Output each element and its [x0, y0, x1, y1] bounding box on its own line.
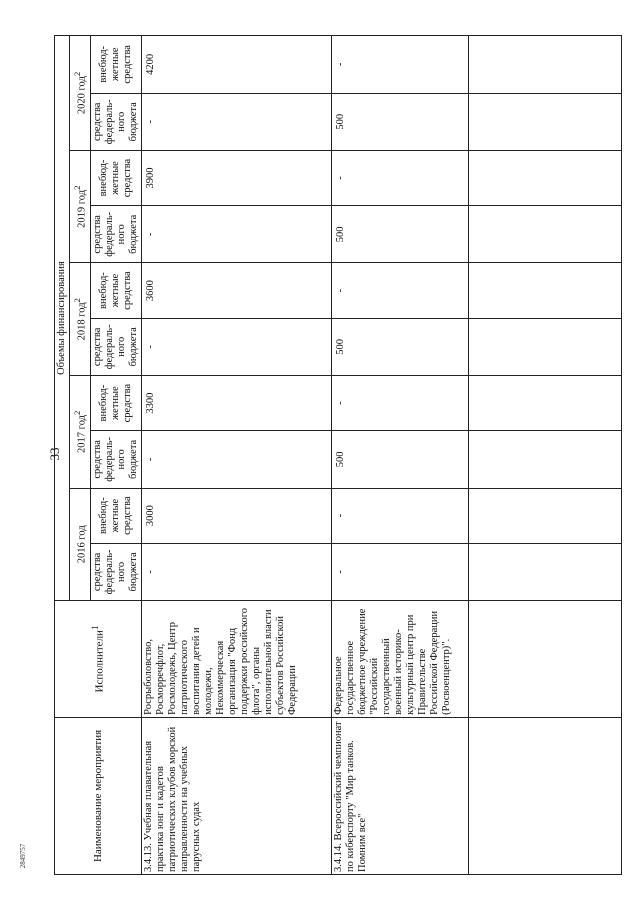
funding-value: - [141, 431, 331, 488]
funding-value: 3900 [141, 150, 331, 205]
document-code: 2849757 [19, 843, 27, 869]
header-extrabudgetary: внебюд- жетные средства [90, 36, 141, 94]
funding-value: - [331, 488, 468, 543]
header-year-4: 2020 год$^2$ [70, 36, 91, 151]
empty-cell [468, 150, 621, 205]
year-footnote: 2 [72, 71, 82, 77]
executors-footnote: 1 [90, 625, 101, 631]
header-extrabudgetary: внебюд- жетные средства [90, 488, 141, 543]
year-footnote: 2 [72, 410, 82, 415]
page-number: 33 [47, 447, 62, 461]
funding-value: - [331, 150, 468, 205]
funding-value: - [141, 206, 331, 263]
header-year-3: 2019 год$^2$ [70, 150, 91, 263]
funding-value: 3000 [141, 488, 331, 543]
empty-cell [468, 93, 621, 150]
header-year-2: 2018 год$^2$ [70, 263, 91, 376]
executors-cell: Росрыболовство, Росморречфлот, Росмолодежь, Центр патриотического воспитания детей и молодежи, Некоммерческая организация "Фонд поддержки российского флота", органы исполнительной власти субъектов Российской Федерации [141, 601, 331, 718]
funding-value: - [331, 36, 468, 94]
funding-table [54, 35, 622, 875]
empty-cell [468, 543, 621, 600]
header-federal-budget: средства федераль- ного бюджета [90, 431, 141, 488]
table-continuation [468, 36, 621, 875]
empty-cell [468, 376, 621, 431]
funding-value: - [331, 376, 468, 431]
funding-value: - [141, 318, 331, 375]
funding-value: 500 [331, 206, 468, 263]
empty-cell [468, 318, 621, 375]
year-footnote: 2 [72, 185, 82, 190]
table-row [331, 36, 468, 875]
executors-cell: Федеральное государственное бюджетное учреждение "Российский государственный военный историко-культурный центр при Правительстве Российской Федерации (Росвоенцентр)". [331, 601, 468, 718]
header-year-1: 2017 год$^2$ [70, 376, 91, 489]
header-year-0: 2016 год [70, 488, 91, 601]
activity-name: 3.4.14. Всероссийский чемпионат по киберспорту "Мир танков. Помним все" [331, 717, 468, 874]
header-extrabudgetary: внебюд- жетные средства [90, 150, 141, 205]
header-federal-budget: средства федераль- ного бюджета [90, 543, 141, 600]
funding-value: - [331, 263, 468, 318]
table-row [141, 36, 331, 875]
header-name: Наименование мероприятия [55, 717, 142, 874]
funding-value: 3300 [141, 376, 331, 431]
funding-value: 4200 [141, 36, 331, 94]
year-footnote: 2 [72, 298, 82, 303]
funding-value: - [141, 93, 331, 150]
funding-value: - [331, 543, 468, 600]
empty-cell [468, 36, 621, 94]
funding-value: - [141, 543, 331, 600]
empty-cell [468, 263, 621, 318]
header-executors: Исполнители$^1$ [55, 601, 142, 718]
empty-cell [468, 488, 621, 543]
header-federal-budget: средства федераль- ного бюджета [90, 206, 141, 263]
empty-cell [468, 717, 621, 874]
funding-value: 500 [331, 318, 468, 375]
header-extrabudgetary: внебюд- жетные средства [90, 376, 141, 431]
header-funding: Объемы финансирования [55, 36, 70, 601]
funding-value: 500 [331, 93, 468, 150]
header-extrabudgetary: внебюд- жетные средства [90, 263, 141, 318]
funding-value: 3600 [141, 263, 331, 318]
activity-name: 3.4.13. Учебная плавательная практика юнг и кадетов патриотических клубов морской направленности на учебных парусных судах [141, 717, 331, 874]
header-federal-budget: средства федераль- ного бюджета [90, 318, 141, 375]
empty-cell [468, 601, 621, 718]
empty-cell [468, 431, 621, 488]
empty-cell [468, 206, 621, 263]
header-federal-budget: средства федераль- ного бюджета [90, 93, 141, 150]
rotated-table-area [54, 35, 584, 875]
funding-value: 500 [331, 431, 468, 488]
